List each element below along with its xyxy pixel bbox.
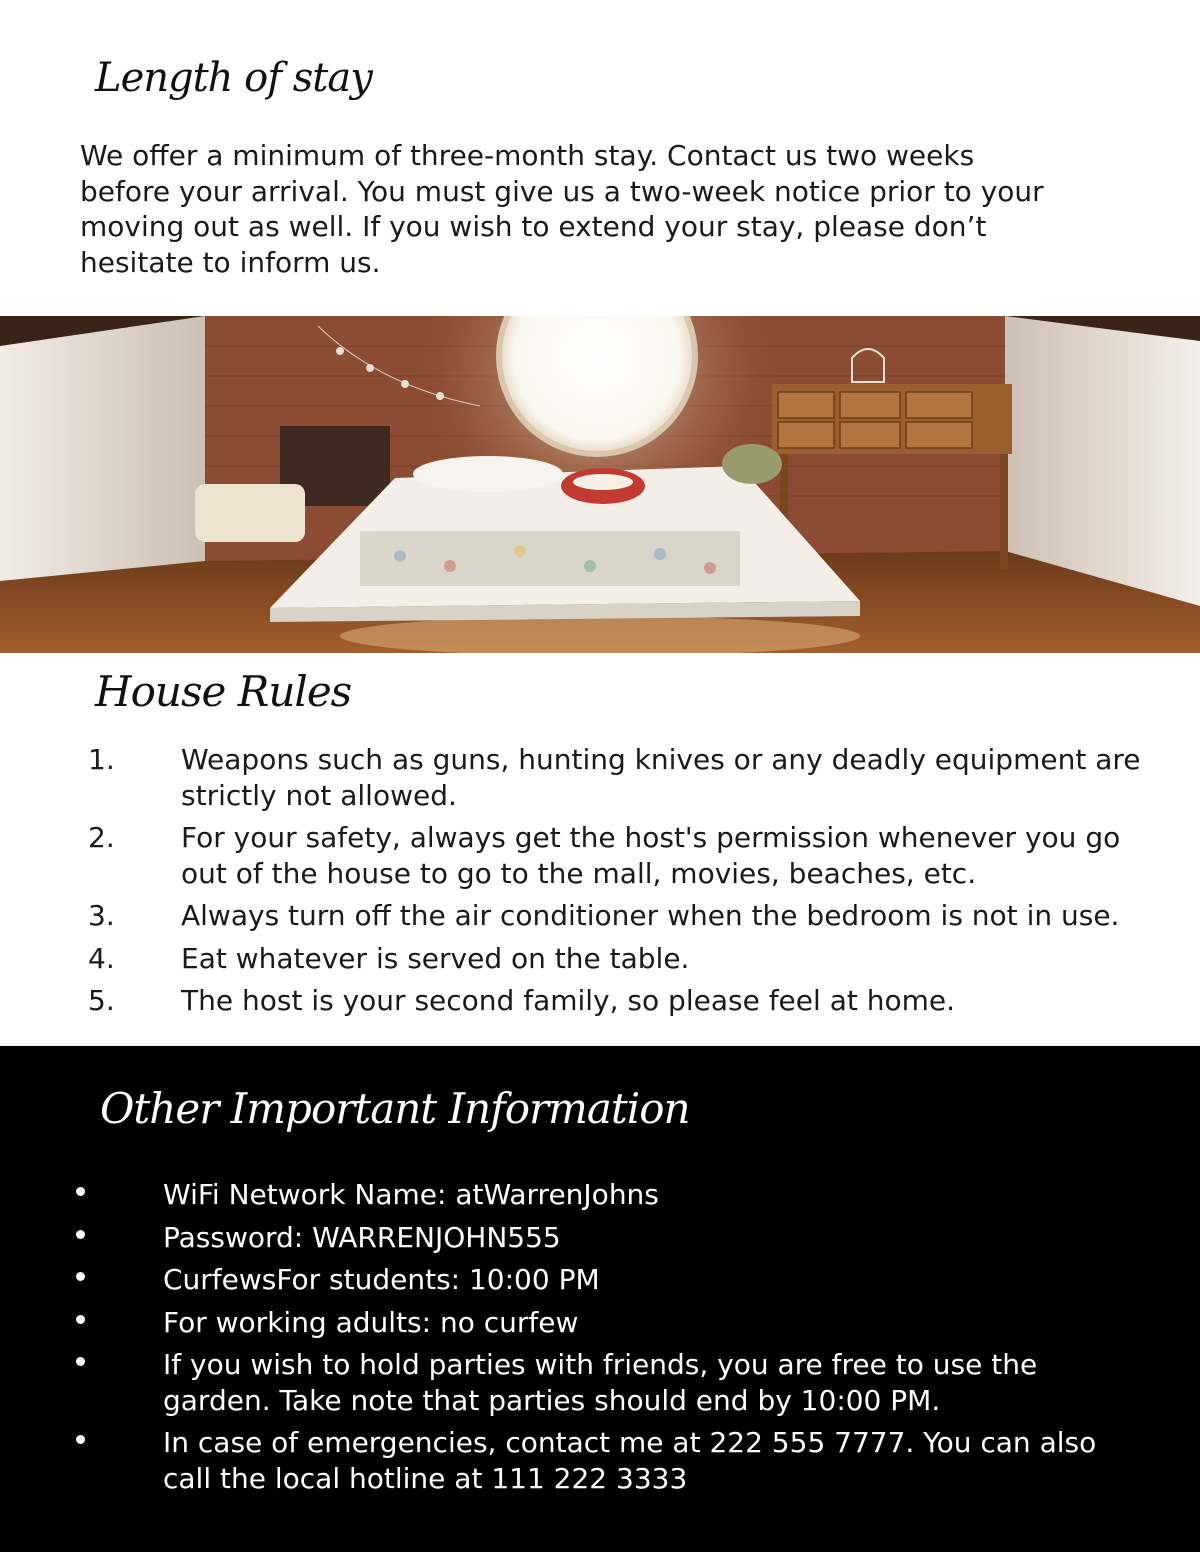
rule-item <box>0 898 1200 934</box>
info-item <box>0 1425 1200 1496</box>
bullet-icon <box>76 1315 85 1324</box>
bullet-icon <box>76 1230 85 1239</box>
rule-item <box>0 742 1200 813</box>
rule-item <box>0 820 1200 891</box>
other-info-section <box>0 1046 1200 1552</box>
length-of-stay-heading: Length of stay <box>95 55 372 101</box>
house-rules-heading: House Rules <box>95 667 352 716</box>
rule-text: For your safety, always get the host's permission whenever you go out of the house to go to the mall, movies, beaches, etc. <box>181 821 1121 890</box>
info-text: CurfewsFor students: 10:00 PM <box>163 1263 600 1296</box>
other-info-heading: Other Important Information <box>100 1084 690 1133</box>
bullet-icon <box>76 1272 85 1281</box>
rule-text: Always turn off the air conditioner when the bedroom is not in use. <box>181 899 1120 932</box>
rule-text: The host is your second family, so please feel at home. <box>181 984 956 1017</box>
house-rules-list <box>0 742 1200 1045</box>
length-of-stay-text: We offer a minimum of three-month stay. Contact us two weeks before your arrival. You must give us a two-week notice prior to your moving out as well. If you wish to extend your stay, please don’t hesitate to inform us. <box>80 139 1044 279</box>
rule-item <box>0 941 1200 977</box>
rule-text: Eat whatever is served on the table. <box>181 941 690 975</box>
info-item <box>0 1177 1200 1213</box>
rule-number: 4. <box>88 941 115 975</box>
bullet-icon <box>76 1435 85 1444</box>
rule-item <box>0 983 1200 1019</box>
info-item <box>0 1305 1200 1341</box>
rule-number: 3. <box>88 899 115 932</box>
rule-number: 5. <box>88 984 115 1017</box>
info-item <box>0 1262 1200 1298</box>
info-text: Password: WARRENJOHN555 <box>163 1220 561 1254</box>
bullet-icon <box>76 1357 85 1366</box>
info-text: WiFi Network Name: atWarrenJohns <box>163 1178 659 1211</box>
info-item <box>0 1347 1200 1418</box>
bedroom-photo <box>0 316 1200 653</box>
info-item <box>0 1220 1200 1256</box>
rule-number: 2. <box>88 821 115 854</box>
info-text: In case of emergencies, contact me at 222 555 7777. You can also call the local hotline at 111 222 3333 <box>163 1426 1097 1495</box>
info-text: If you wish to hold parties with friends, you are free to use the garden. Take note that parties should end by 10:00 PM. <box>163 1348 1038 1417</box>
rule-text: Weapons such as guns, hunting knives or any deadly equipment are strictly not allowed. <box>181 743 1141 812</box>
bullet-icon <box>76 1187 85 1196</box>
rule-number: 1. <box>88 743 115 776</box>
info-text: For working adults: no curfew <box>163 1305 579 1339</box>
other-info-list <box>0 1177 1200 1503</box>
